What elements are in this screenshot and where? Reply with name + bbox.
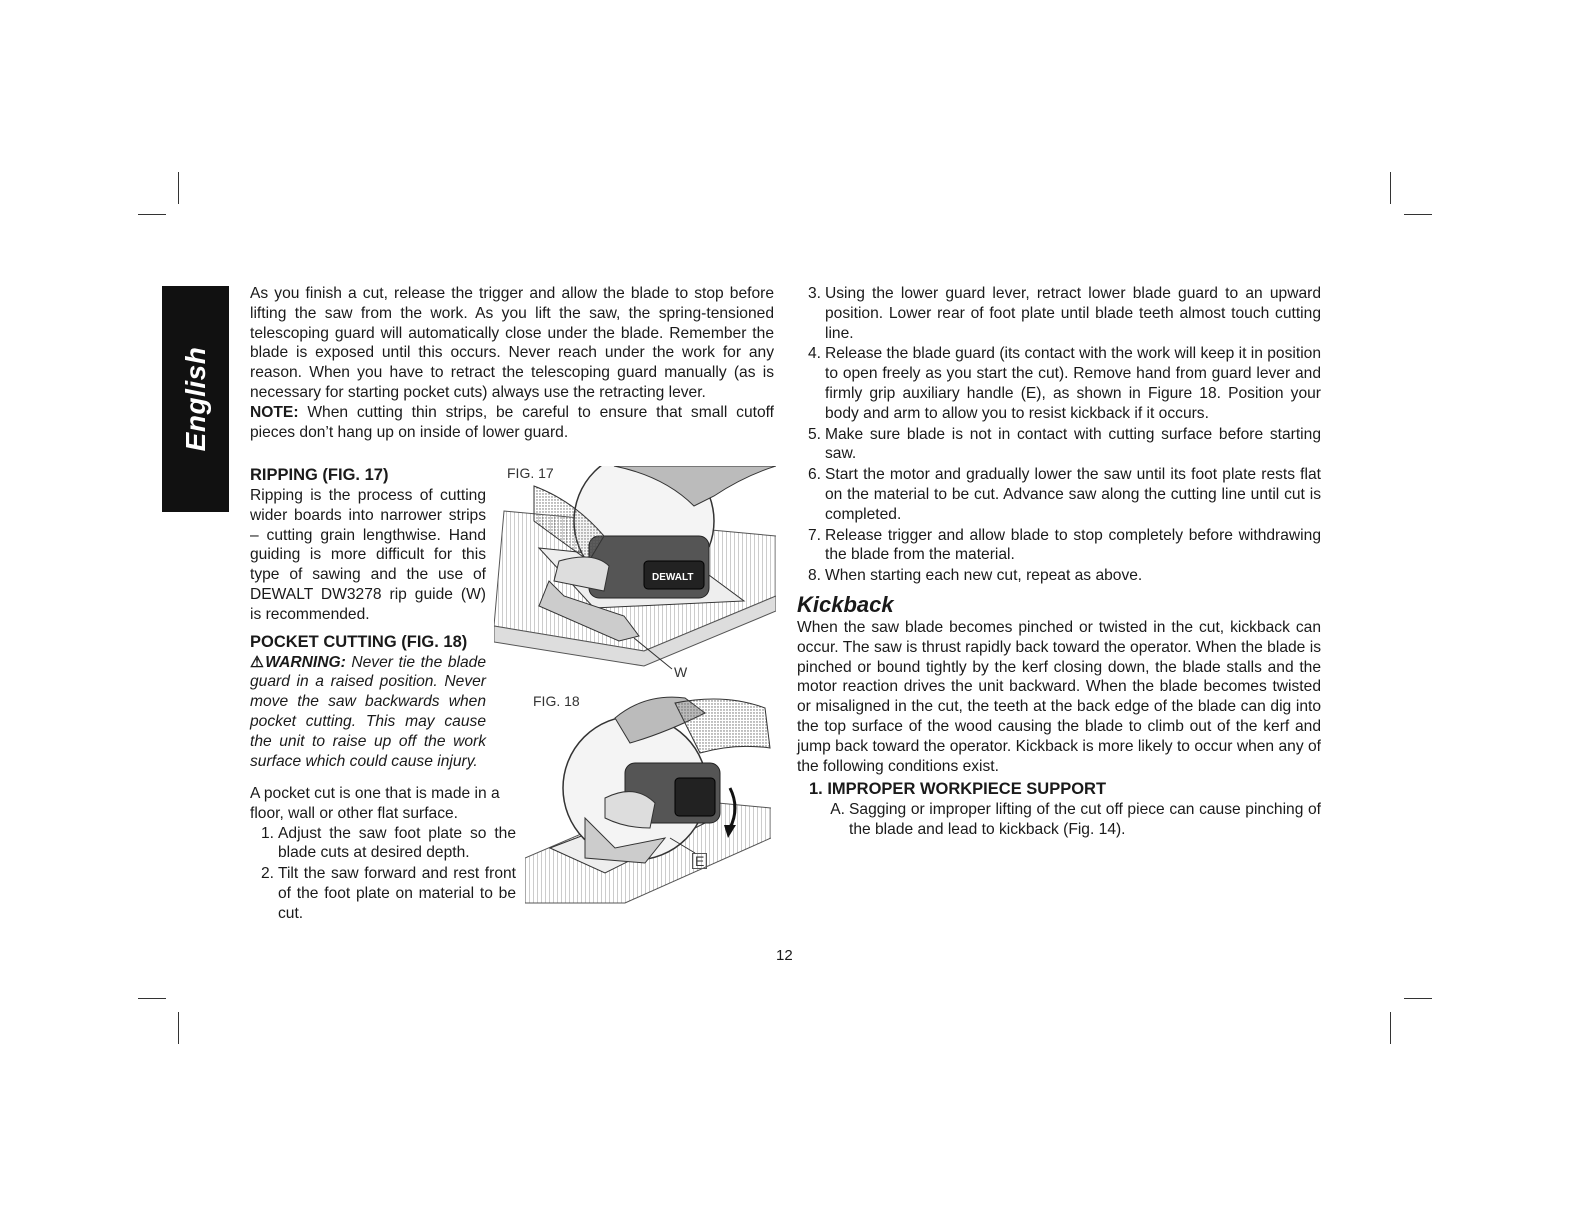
step-number: 2.	[260, 865, 274, 883]
step-text: Using the lower guard lever, retract lower blade guard to an upward position. Lower rear of foot plate until blade teeth almost touch cutting line.	[825, 285, 1321, 342]
left-steps	[250, 824, 516, 924]
fig17-callout-w: W	[674, 664, 688, 680]
fig18-illustration	[525, 688, 771, 904]
right-steps	[797, 284, 1321, 586]
step-text: When starting each new cut, repeat as above.	[825, 567, 1143, 585]
crop-mark	[178, 1012, 179, 1044]
note-label: NOTE:	[250, 403, 299, 421]
step-text: Tilt the saw forward and rest front of the foot plate on material to be cut.	[278, 865, 516, 922]
list-item	[797, 465, 1321, 524]
improper-support-heading: 1. IMPROPER WORKPIECE SUPPORT	[809, 780, 1107, 799]
fig17-label: FIG. 17	[507, 465, 554, 481]
crop-mark	[1390, 172, 1391, 204]
crop-mark	[138, 998, 166, 999]
warning-label: WARNING:	[265, 653, 346, 671]
warning-icon: ⚠	[250, 653, 266, 671]
kickback-heading: Kickback	[797, 591, 894, 617]
fig18-label: FIG. 18	[533, 693, 580, 709]
list-item	[797, 566, 1321, 586]
list-item	[821, 800, 1321, 840]
crop-mark	[178, 172, 179, 204]
step-number: 1.	[260, 824, 274, 842]
list-item	[797, 344, 1321, 423]
kickback-paragraph: When the saw blade becomes pinched or twisted in the cut, kickback can occur. The saw is thrust rapidly back toward the operator. When the blade is pinched or bound tightly by the kerf closing down, the blade stalls and the motor reaction drives the unit backward. When the blade becomes twisted or misaligned in the cut, the teeth at the back edge of the blade can dig into the top surface of the wood causing the blade to climb out of the kerf and jump back toward the operator. Kickback is more likely to occur when any of the following conditions exist.	[797, 618, 1321, 775]
pocket-paragraph: A pocket cut is one that is made in a floor, wall or other flat surface.	[250, 785, 500, 822]
page-number: 12	[776, 947, 793, 964]
step-number: A.	[830, 801, 845, 819]
step-text: Start the motor and gradually lower the saw until its foot plate rests flat on the material to be cut. Advance saw along the cutting line until cut is completed.	[825, 466, 1321, 523]
step-text: Make sure blade is not in contact with cutting surface before starting saw.	[825, 425, 1321, 463]
improper-support-steps	[821, 800, 1321, 840]
list-item	[797, 425, 1321, 465]
fig18-callout-e: E	[692, 853, 707, 869]
step-text: Release trigger and allow blade to stop completely before withdrawing the blade from the material.	[825, 526, 1321, 564]
right-column	[797, 284, 1321, 841]
ripping-heading: RIPPING (FIG. 17)	[250, 466, 389, 484]
warning-paragraph	[250, 653, 486, 772]
step-text: Adjust the saw foot plate so the blade cuts at desired depth.	[278, 824, 516, 862]
list-item	[250, 864, 516, 923]
left-column-pocket	[250, 784, 516, 925]
left-column-intro	[250, 284, 774, 442]
warning-text: Never tie the blade guard in a raised position. Never move the saw backwards when pocket cutting. This may cause the unit to raise up off the work surface which could cause injury.	[250, 653, 486, 770]
brand-text: DEWALT	[652, 572, 694, 583]
crop-mark	[138, 214, 166, 215]
step-number: 7.	[807, 526, 821, 544]
step-number: 5.	[807, 425, 821, 443]
step-text: Release the blade guard (its contact with the work will keep it in position to open freely as you start the cut). Remove hand from guard lever and firmly grip auxiliary handle (E), as shown in Figure 18. Position your body and arm to allow you to resist kickback if it occurs.	[825, 345, 1321, 422]
left-column-narrow	[250, 464, 486, 771]
step-number: 6.	[807, 466, 821, 484]
step-number: 4.	[807, 345, 821, 363]
ripping-paragraph: Ripping is the process of cutting wider boards into narrower strips – cutting grain lengthwise. Hand guiding is more difficult for this type of sawing and the use of DEWALT DW3278 rip guide (W) is recommended.	[250, 487, 486, 623]
pocket-heading: POCKET CUTTING (FIG. 18)	[250, 632, 468, 651]
intro-paragraph: As you finish a cut, release the trigger and allow the blade to stop before lifting the saw from the work. As you lift the saw, the spring-tensioned telescoping guard will automatically close under the blade. Remember the blade is exposed until this occurs. Never reach under the work for any reason. When you have to retract the telescoping guard manually (as is necessary for starting pocket cuts) always use the retracting lever.	[250, 285, 774, 401]
step-number: 3.	[807, 285, 821, 302]
language-tab	[162, 286, 229, 512]
fig17-illustration	[494, 466, 776, 682]
list-item	[797, 526, 1321, 566]
step-number: 8.	[807, 567, 821, 585]
step-text: Sagging or improper lifting of the cut off piece can cause pinching of the blade and lead to kickback (Fig. 14).	[849, 801, 1321, 839]
list-item	[250, 824, 516, 864]
list-item	[797, 284, 1321, 343]
crop-mark	[1404, 998, 1432, 999]
note-paragraph	[250, 403, 774, 443]
note-text: When cutting thin strips, be careful to ensure that small cutoff pieces don’t hang up on inside of lower guard.	[250, 403, 774, 441]
crop-mark	[1390, 1012, 1391, 1044]
language-label: English	[179, 346, 211, 452]
crop-mark	[1404, 214, 1432, 215]
